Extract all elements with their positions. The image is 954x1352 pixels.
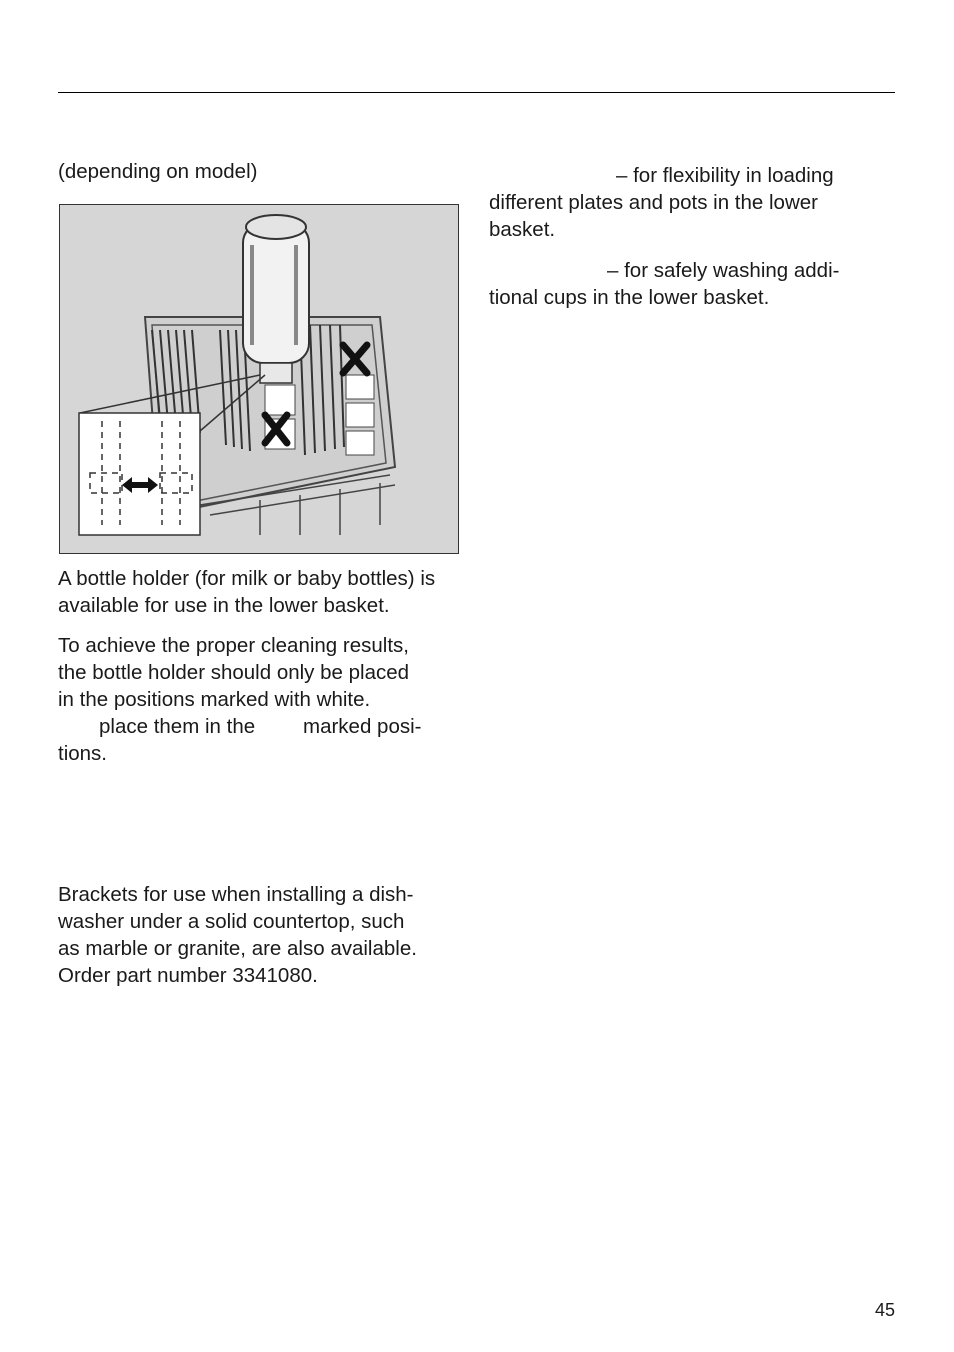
para-brackets-line3: as marble or granite, are also available.: [58, 937, 417, 960]
page-number: 45: [874, 1300, 895, 1320]
para-cleaning-line4a: place them in the: [99, 715, 256, 738]
para-bottle-holder: A bottle holder (for milk or baby bottles) is available for use in the lower basket.: [58, 567, 436, 617]
subtitle: (depending on model): [58, 160, 258, 183]
para-brackets-line2: washer under a solid countertop, such: [58, 910, 405, 933]
para-cleaning-line1: To achieve the proper cleaning results,: [58, 634, 409, 657]
item1-line3: basket.: [489, 218, 556, 241]
item2-line1: – for safely washing addi-: [607, 259, 840, 282]
para-brackets-line1: Brackets for use when installing a dish-: [58, 883, 414, 906]
item2-line2: tional cups in the lower basket.: [489, 286, 770, 309]
para-cleaning-line3: in the positions marked with white.: [58, 688, 371, 711]
header-rule: [58, 92, 895, 93]
para-cleaning-line2: the bottle holder should only be placed: [58, 661, 410, 684]
bottle-holder-illustration: [59, 204, 459, 554]
item1-line1: – for flexibility in loading: [616, 164, 834, 187]
item1-line2: different plates and pots in the lower: [489, 191, 818, 214]
para-brackets-line4: Order part number 3341080.: [58, 964, 318, 987]
para-cleaning-line4b: marked posi-: [303, 715, 422, 738]
para-cleaning-line5: tions.: [58, 742, 107, 765]
